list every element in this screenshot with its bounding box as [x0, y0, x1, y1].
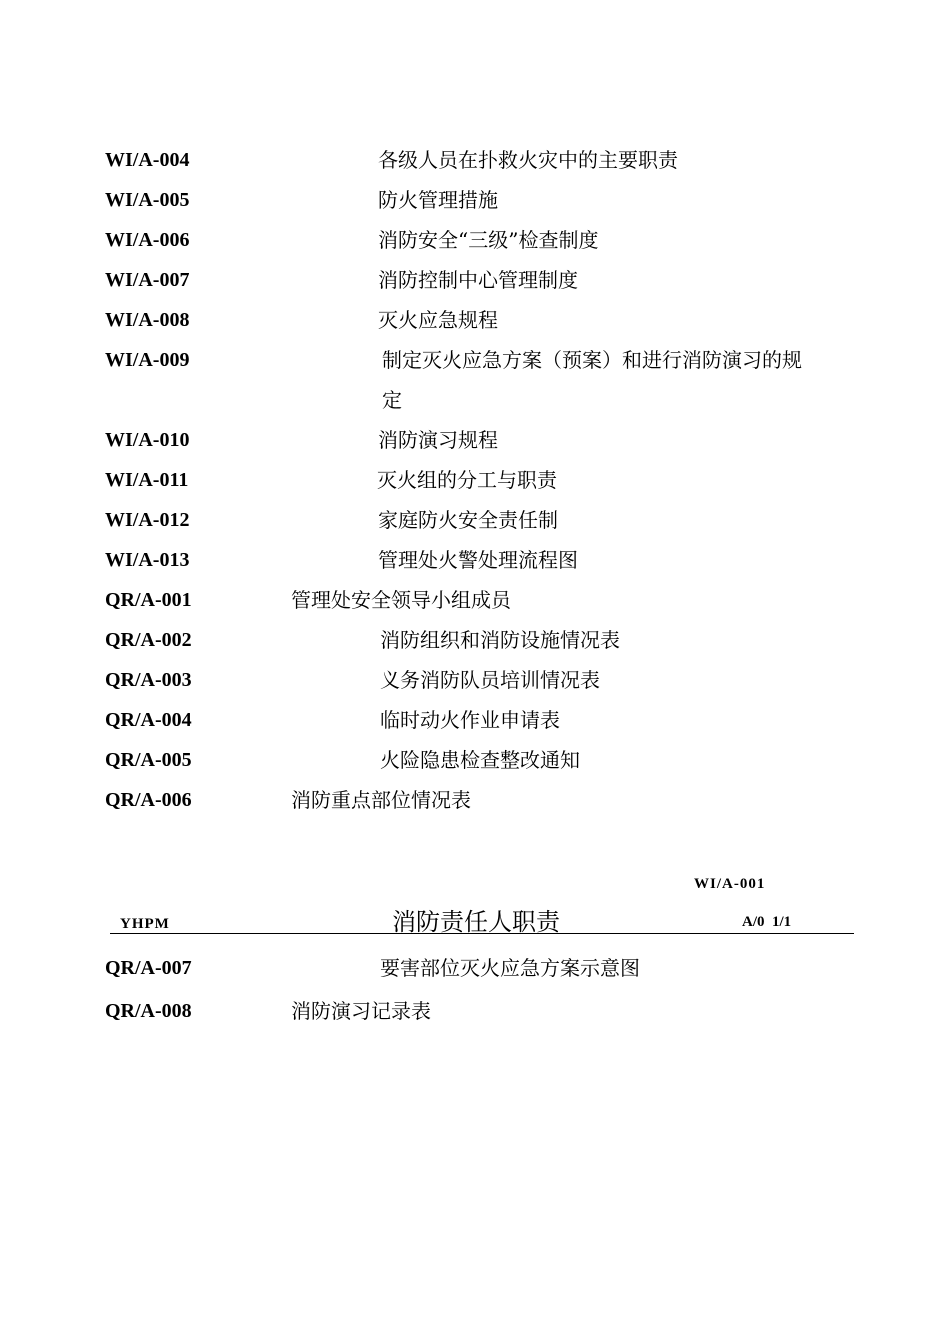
list-item	[0, 220, 950, 260]
doc-code: QR/A-004	[105, 709, 192, 731]
doc-title: 灭火应急规程	[378, 308, 498, 332]
list-item	[0, 420, 950, 460]
doc-title: 义务消防队员培训情况表	[380, 668, 600, 692]
header-company: YHPM	[120, 916, 170, 932]
doc-code: WI/A-005	[105, 189, 190, 211]
doc-code: WI/A-010	[105, 429, 190, 451]
doc-code: QR/A-002	[105, 629, 192, 651]
doc-title: 火险隐患检查整改通知	[380, 748, 580, 772]
doc-title: 防火管理措施	[378, 188, 498, 212]
doc-code: QR/A-007	[105, 957, 192, 979]
doc-code: WI/A-011	[105, 469, 189, 491]
header-title: 消防责任人职责	[392, 908, 560, 936]
list-item	[0, 580, 950, 620]
list-item	[0, 180, 950, 220]
list-item	[0, 700, 950, 740]
doc-code: QR/A-005	[105, 749, 192, 771]
doc-code: WI/A-006	[105, 229, 190, 251]
doc-code: WI/A-012	[105, 509, 190, 531]
list-item	[0, 340, 950, 380]
doc-title: 要害部位灭火应急方案示意图	[380, 956, 640, 980]
doc-code: WI/A-004	[105, 149, 190, 171]
doc-title: 家庭防火安全责任制	[378, 508, 558, 532]
list-item	[0, 260, 950, 300]
list-item	[0, 620, 950, 660]
doc-title: 各级人员在扑救火灾中的主要职责	[378, 148, 678, 172]
doc-title: 制定灭火应急方案（预案）和进行消防演习的规	[382, 348, 802, 372]
header-divider	[110, 933, 854, 934]
list-item	[0, 740, 950, 780]
doc-title: 消防重点部位情况表	[291, 788, 471, 812]
list-item	[0, 948, 950, 988]
doc-title: 消防控制中心管理制度	[378, 268, 578, 292]
doc-code: QR/A-001	[105, 589, 192, 611]
doc-title: 消防演习规程	[378, 428, 498, 452]
list-item	[0, 991, 950, 1031]
doc-title: 消防演习记录表	[291, 999, 431, 1023]
doc-title: 灭火组的分工与职责	[377, 468, 557, 492]
doc-code: WI/A-013	[105, 549, 190, 571]
doc-title-continuation: 定	[382, 388, 402, 412]
list-item	[0, 460, 950, 500]
doc-code: QR/A-006	[105, 789, 192, 811]
list-item	[0, 660, 950, 700]
doc-title: 管理处安全领导小组成员	[291, 588, 511, 612]
list-item	[0, 780, 950, 820]
header-doc-code: WI/A-001	[694, 876, 766, 892]
doc-title: 管理处火警处理流程图	[378, 548, 578, 572]
list-item	[0, 300, 950, 340]
doc-title: 消防组织和消防设施情况表	[380, 628, 620, 652]
list-item-continuation	[0, 380, 950, 420]
doc-title: 消防安全“三级”检查制度	[378, 228, 599, 252]
list-item	[0, 540, 950, 580]
doc-code: WI/A-008	[105, 309, 190, 331]
doc-code: QR/A-008	[105, 1000, 192, 1022]
list-item	[0, 500, 950, 540]
list-item	[0, 140, 950, 180]
doc-code: QR/A-003	[105, 669, 192, 691]
doc-code: WI/A-007	[105, 269, 190, 291]
header-revision: A/0 1/1	[742, 914, 792, 930]
doc-code: WI/A-009	[105, 349, 190, 371]
doc-title: 临时动火作业申请表	[380, 708, 560, 732]
